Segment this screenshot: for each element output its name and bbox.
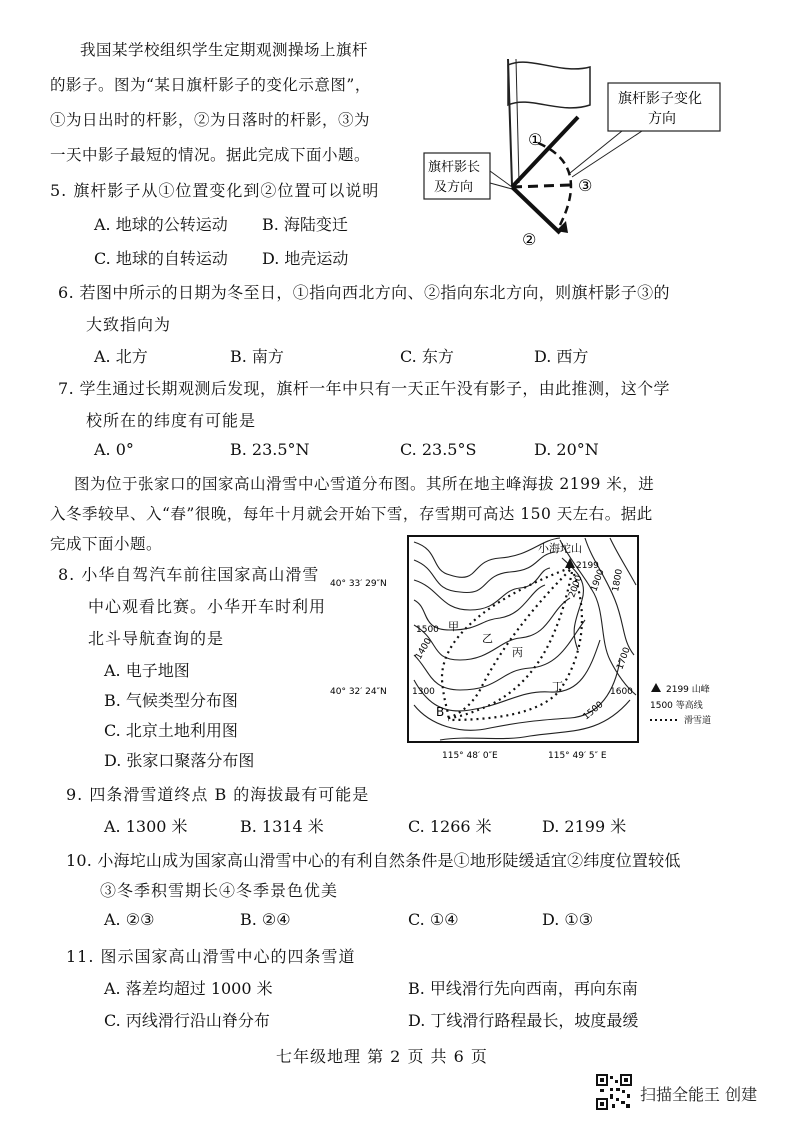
q11-stem: 11. 图示国家高山滑雪中心的四条雪道 bbox=[66, 947, 356, 966]
legend-contour: 1500 等高线 bbox=[650, 701, 703, 711]
lon-right: 115° 49′ 5″ E bbox=[548, 751, 607, 761]
q9-option-b: B. 1314 米 bbox=[240, 817, 324, 836]
q11-option-a: A. 落差均超过 1000 米 bbox=[104, 979, 273, 998]
q11-option-b: B. 甲线滑行先向西南，再向东南 bbox=[408, 979, 638, 998]
lat-bottom: 40° 32′ 24″N bbox=[330, 687, 387, 697]
q6-option-b: B. 南方 bbox=[230, 347, 284, 366]
flagpole bbox=[508, 59, 512, 185]
mark-2: ② bbox=[522, 230, 537, 249]
q8-stem-line2: 中心观看比赛。小华开车时利用 bbox=[88, 597, 327, 616]
q11-option-d: D. 丁线滑行路程最长，坡度最缓 bbox=[408, 1011, 639, 1030]
point-jia: 甲 bbox=[448, 620, 459, 633]
contour-label-1500-right: 1500 bbox=[581, 699, 606, 723]
contour-label-2000: 2000 bbox=[567, 574, 585, 600]
mark-3: ③ bbox=[578, 176, 593, 195]
point-ding: 丁 bbox=[552, 680, 563, 693]
point-bing: 丙 bbox=[512, 646, 523, 659]
intro1-line3: ①为日出时的杆影，②为日落时的杆影，③为 bbox=[50, 111, 371, 129]
watermark-text: 扫描全能王 创建 bbox=[640, 1085, 758, 1104]
lat-top: 40° 33′ 29″N bbox=[330, 579, 387, 589]
q6-option-d: D. 西方 bbox=[534, 347, 589, 366]
q6-stem-line2: 大致指向为 bbox=[86, 315, 172, 334]
contour-label-1600: 1600 bbox=[610, 687, 633, 697]
q8-stem-line3: 北斗导航查询的是 bbox=[88, 629, 225, 648]
direction-callout-line1: 旗杆影子变化 bbox=[618, 91, 702, 107]
q7-stem-line2: 校所在的纬度有可能是 bbox=[86, 411, 257, 430]
q5-option-c: C. 地球的自转运动 bbox=[94, 249, 228, 268]
contour-label-1800: 1800 bbox=[611, 568, 625, 593]
q8-option-c: C. 北京土地利用图 bbox=[104, 721, 238, 740]
qr-code-icon bbox=[596, 1074, 632, 1110]
q10-stem-line1: 10. 小海坨山成为国家高山滑雪中心的有利自然条件是①地形陡缓适宜②纬度位置较低 bbox=[66, 851, 681, 870]
q8-option-d: D. 张家口聚落分布图 bbox=[104, 751, 255, 770]
q10-option-b: B. ②④ bbox=[240, 910, 291, 929]
page-footer: 七年级地理 第 2 页 共 6 页 bbox=[276, 1047, 488, 1066]
shadow-line-3 bbox=[512, 185, 570, 187]
shadow-line-1 bbox=[512, 117, 578, 187]
direction-callout-line2: 方向 bbox=[648, 111, 676, 127]
q9-stem: 9. 四条滑雪道终点 B 的海拔最有可能是 bbox=[66, 785, 370, 804]
intro2-line3: 完成下面小题。 bbox=[50, 535, 163, 553]
legend-peak-icon bbox=[651, 683, 661, 692]
q8-option-b: B. 气候类型分布图 bbox=[104, 691, 238, 710]
flagpole-shadow-figure bbox=[420, 45, 740, 255]
peak-name: 小海坨山 bbox=[538, 542, 582, 555]
point-yi: 乙 bbox=[482, 632, 493, 645]
mark-1: ① bbox=[528, 130, 543, 149]
q9-option-a: A. 1300 米 bbox=[104, 817, 188, 836]
q5-option-a: A. 地球的公转运动 bbox=[94, 215, 228, 234]
q10-option-d: D. ①③ bbox=[542, 910, 594, 929]
contour-label-1700: 1700 bbox=[615, 646, 633, 672]
q8-stem-line1: 8. 小华自驾汽车前往国家高山滑雪 bbox=[58, 565, 320, 584]
intro1-line4: 一天中影子最短的情况。据此完成下面小题。 bbox=[50, 146, 371, 164]
intro1-line2: 的影子。图为“某日旗杆影子的变化示意图”， bbox=[50, 76, 371, 94]
legend-peak: 2199 山峰 bbox=[666, 685, 710, 695]
contour-label-1300: 1300 bbox=[412, 687, 435, 697]
intro2-line2: 入冬季较早、入“春”很晚，每年十月就会开始下雪，存雪期可高达 150 天左右。据此 bbox=[50, 505, 653, 523]
q7-option-a: A. 0° bbox=[94, 440, 134, 459]
legend-trail: 滑雪道 bbox=[684, 716, 712, 726]
ski-trail-map bbox=[330, 530, 780, 770]
contour-label-1900: 1900 bbox=[589, 568, 607, 594]
q5-option-b: B. 海陆变迁 bbox=[262, 215, 348, 234]
q5-stem: 5. 旗杆影子从①位置变化到②位置可以说明 bbox=[50, 181, 380, 200]
q6-stem-line1: 6. 若图中所示的日期为冬至日，①指向西北方向、②指向东北方向，则旗杆影子③的 bbox=[58, 283, 670, 302]
shadow-callout-line2: 及方向 bbox=[434, 180, 474, 195]
q11-option-c: C. 丙线滑行沿山脊分布 bbox=[104, 1011, 270, 1030]
contour-label-1500-left: 1500 bbox=[416, 625, 439, 635]
q10-stem-line2: ③冬季积雪期长④冬季景色优美 bbox=[100, 881, 339, 900]
intro2-line1: 图为位于张家口的国家高山滑雪中心雪道分布图。其所在地主峰海拔 2199 米，进 bbox=[74, 475, 655, 493]
q6-option-a: A. 北方 bbox=[94, 347, 148, 366]
intro1-line1: 我国某学校组织学生定期观测操场上旗杆 bbox=[80, 41, 369, 59]
q7-stem-line1: 7. 学生通过长期观测后发现，旗杆一年中只有一天正午没有影子，由此推测，这个学 bbox=[58, 379, 670, 398]
lon-left: 115° 48′ 0″E bbox=[442, 751, 498, 761]
q8-option-a: A. 电子地图 bbox=[104, 661, 190, 680]
contour-label-1400: 1400 bbox=[413, 636, 435, 662]
q7-option-b: B. 23.5°N bbox=[230, 440, 310, 459]
q10-option-a: A. ②③ bbox=[104, 910, 155, 929]
q7-option-c: C. 23.5°S bbox=[400, 440, 477, 459]
q9-option-c: C. 1266 米 bbox=[408, 817, 492, 836]
q7-option-d: D. 20°N bbox=[534, 440, 599, 459]
shadow-line-2 bbox=[512, 187, 560, 233]
peak-elev: 2199 bbox=[576, 561, 599, 571]
q5-option-d: D. 地壳运动 bbox=[262, 249, 349, 268]
shadow-callout-line1: 旗杆影长 bbox=[428, 160, 481, 175]
point-b: B bbox=[436, 705, 445, 719]
flag-shape bbox=[508, 62, 590, 108]
q9-option-d: D. 2199 米 bbox=[542, 817, 627, 836]
q6-option-c: C. 东方 bbox=[400, 347, 454, 366]
q10-option-c: C. ①④ bbox=[408, 910, 459, 929]
